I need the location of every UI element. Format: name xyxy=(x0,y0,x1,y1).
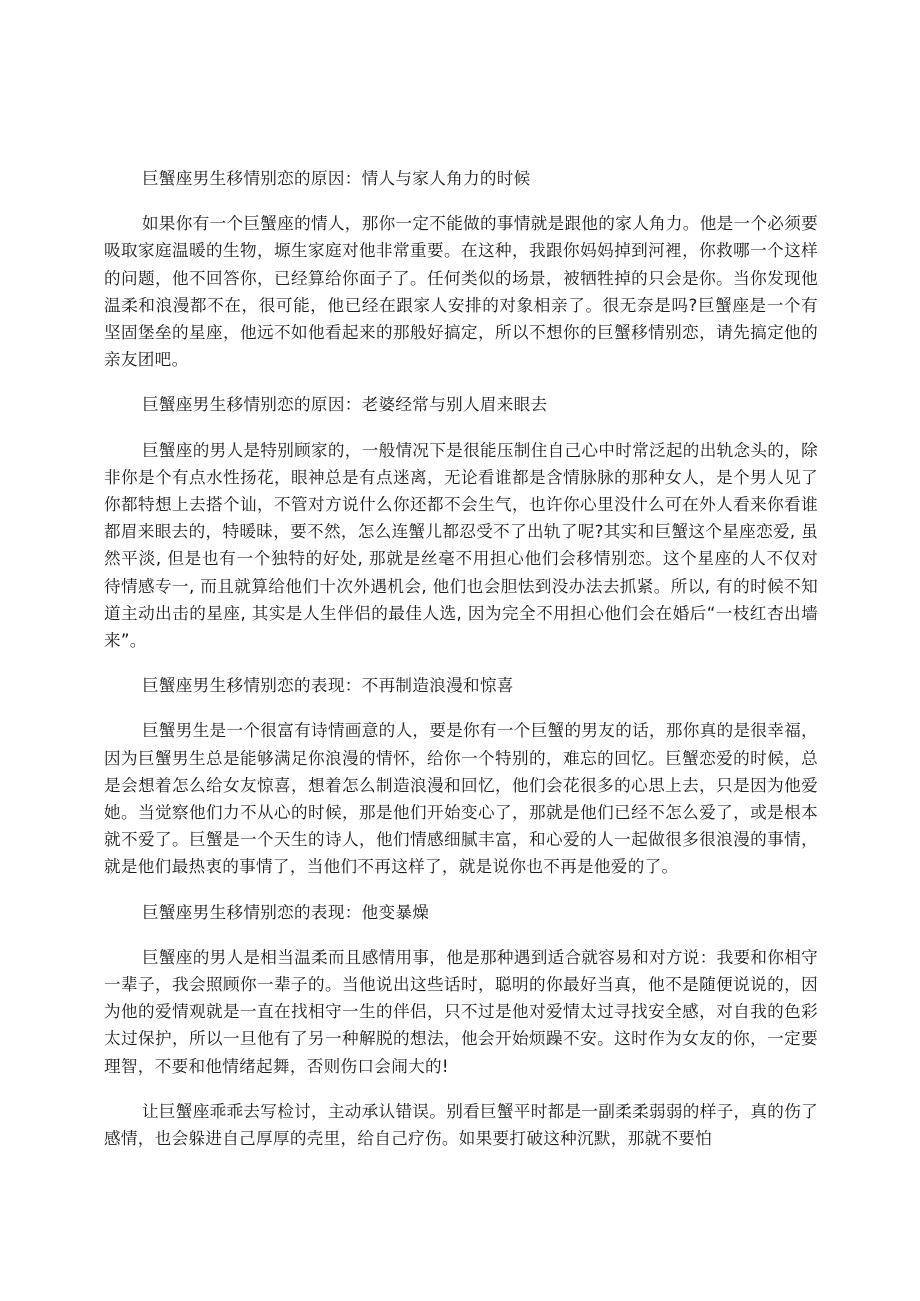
document-page xyxy=(104,165,818,1170)
section-paragraph: 巨蟹座的男人是特别顾家的，一般情况下是很能压制住自己心中时常泛起的出轨念头的，除非你是个有点水性扬花，眼神总是有点迷离，无论看谁都是含情脉脉的那种女人，是个男人见了你都特想上去搭个讪，不管对方说什么你还都不会生气，也许你心里没什么可在外人看来你看谁都眉来眼去的，特暖昧，要不然，怎么连蟹儿都忍受不了出轨了呢?其实和巨蟹这个星座恋爱, 虽然平淡, 但是也有一个独特的好处, 那就是丝毫不用担心他们会移情别恋。这个星座的人不仅对待情感专一, 而且就算给他们十次外遇机会, 他们也会胆怯到没办法去抓紧。所以, 有的时候不知道主动出击的星座, 其实是人生伴侣的最佳人选, 因为完全不用担心他们会在婚后“一枝红杏出墙来”。 xyxy=(104,440,818,651)
closing-paragraph: 让巨蟹座乖乖去写检讨，主动承认错误。别看巨蟹平时都是一副柔柔弱弱的样子，真的伤了感情，也会躲进自己厚厚的壳里，给自己疗伤。如果要打破这种沉默，那就不要怕 xyxy=(104,1101,818,1149)
section-heading: 巨蟹座男生移情别恋的表现：他变暴燥 xyxy=(142,902,430,922)
section-paragraph: 巨蟹男生是一个很富有诗情画意的人，要是你有一个巨蟹的男友的话，那你真的是很幸福，因为巨蟹男生总是能够满足你浪漫的情怀，给你一个特别的，难忘的回忆。巨蟹恋爱的时候，总是会想着怎么给女友惊喜，想着怎么制造浪漫和回忆，他们会花很多的心思上去，只是因为他爱她。当觉察他们力不从心的时候，那是他们开始变心了，那就是他们已经不怎么爱了，或是根本就不爱了。巨蟹是一个天生的诗人，他们情感细腻丰富，和心爱的人一起做很多很浪漫的事情，就是他们最热衷的事情了，当他们不再这样了，就是说你也不再是他爱的了。 xyxy=(104,721,818,877)
section-heading: 巨蟹座男生移情别恋的表现：不再制造浪漫和惊喜 xyxy=(142,676,514,696)
section-heading: 巨蟹座男生移情别恋的原因：情人与家人角力的时候 xyxy=(142,169,531,188)
section-paragraph: 如果你有一个巨蟹座的情人，那你一定不能做的事情就是跟他的家人角力。他是一个必须要吸取家庭温暖的生物，塬生家庭对他非常重要。在这种，我跟你妈妈掉到河裡，你救哪一个这样的问题，他不回答你，已经算给你面子了。任何类似的场景，被牺牲掉的只会是你。当你发现他温柔和浪漫都不在，很可能，他已经在跟家人安排的对象相亲了。很无奈是吗?巨蟹座是一个有坚固堡垒的星座，他远不如他看起来的那般好搞定，所以不想你的巨蟹移情别恋，请先搞定他的亲友团吧。 xyxy=(104,214,818,370)
section-heading: 巨蟹座男生移情别恋的原因：老婆经常与别人眉来眼去 xyxy=(142,395,548,415)
section-paragraph: 巨蟹座的男人是相当温柔而且感情用事，他是那种遇到适合就容易和对方说：我要和你相守一辈子，我会照顾你一辈子的。当他说出这些话时，聪明的你最好当真，他不是随便说说的，因为他的爱情观就是一直在找相守一生的伴侣，只不过是他对爱情太过寻找安全感，对自我的色彩太过保护，所以一旦他有了另一种解脱的想法，他会开始烦躁不安。这时作为女友的你，一定要理智，不要和他情绪起舞，否则伤口会闹大的! xyxy=(104,947,818,1076)
